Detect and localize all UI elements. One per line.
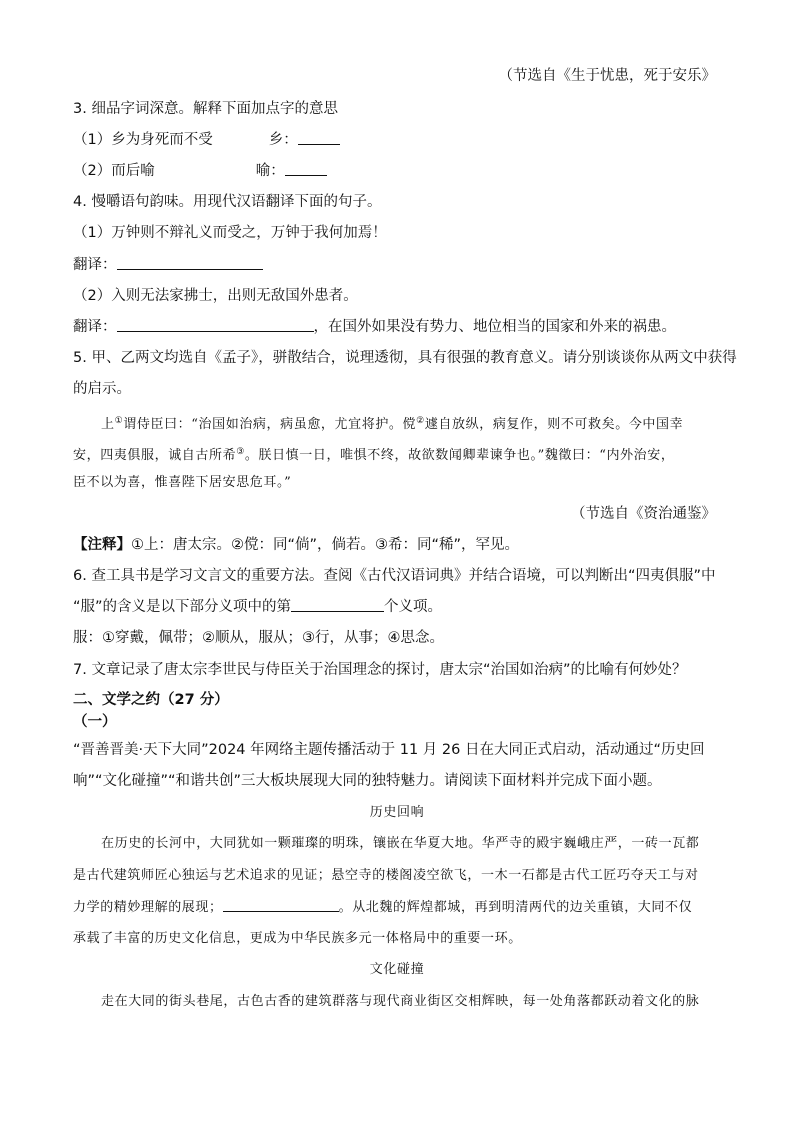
question-3-title: 3. 细品字词深意。解释下面加点字的意思 xyxy=(73,101,338,117)
material-p1-line-4: 承载了丰富的历史文化信息，更成为中华民族多元一体格局中的重要一环。 xyxy=(73,931,522,946)
q3-item2-text: （2）而后喻 xyxy=(73,163,155,179)
material-p1-line-2: 是古代建筑师匠心独运与艺术追求的见证；悬空寺的楼阁凌空欲飞，一木一石都是古代工匠巧夺天工与对 xyxy=(73,868,699,883)
translate-label: 翻译： xyxy=(73,319,117,335)
question-6-options: 服：①穿戴，佩带；②顺从，服从；③行，从事；④思念。 xyxy=(73,630,444,646)
q3-item1-label: 乡： xyxy=(268,132,298,148)
section-2-subtitle: （一） xyxy=(73,714,117,730)
answer-blank[interactable] xyxy=(298,130,340,145)
q3-item2-label: 喻： xyxy=(255,163,285,179)
material-p2-line-1: 走在大同的街头巷尾，古色古香的建筑群落与现代商业街区交相辉映，每一处角落都跃动着文化的脉 xyxy=(101,994,700,1009)
question-text: “服”的含义是以下部分义项中的第 xyxy=(73,599,292,615)
answer-blank[interactable] xyxy=(223,897,339,912)
question-4-title: 4. 慢嚼语句韵味。用现代汉语翻译下面的句子。 xyxy=(73,194,382,210)
answer-blank[interactable] xyxy=(117,255,263,270)
section-2-intro-1: “晋善晋美·天下大同”2024 年网络主题传播活动于 11 月 26 日在大同正式启动，活动通过“历史回 xyxy=(73,742,705,758)
translate-hint: ，在国外如果没有势力、地位相当的国家和外来的祸患。 xyxy=(313,319,676,335)
passage-line-1 xyxy=(101,411,683,435)
question-4-item-2: （2）入则无法家拂士，出则无敌国外患者。 xyxy=(73,288,358,304)
passage-line-3: 臣不以为喜，惟喜陛下居安思危耳。” xyxy=(73,475,292,490)
passage-notes xyxy=(73,535,519,555)
material-heading-culture: 文化碰撞 xyxy=(369,962,425,977)
question-3-item-1 xyxy=(73,130,340,150)
question-6-line-1: 6. 查工具书是学习文言文的重要方法。查阅《古代汉语词典》并结合语境，可以判断出“四夷俱服”中 xyxy=(73,568,716,584)
question-text: 个义项。 xyxy=(384,599,443,615)
passage-text: 遽自放纵，病复作，则不可救矣。今中国幸 xyxy=(424,417,684,432)
material-text: 力学的精妙理解的展现； xyxy=(73,900,223,915)
passage-text: 谓侍臣曰：“治国如治病，病虽愈，尤宜将护。傥 xyxy=(123,417,417,432)
footnote-marker: ① xyxy=(114,416,124,426)
footnote-marker: ③ xyxy=(236,447,245,457)
section-2-title: 二、文学之约（27 分） xyxy=(73,692,229,708)
question-4-translate-2 xyxy=(73,317,676,337)
section-2-intro-2: 响”“文化碰撞”“和谐共创”三大板块展现大同的独特魅力。请阅读下面材料并完成下面小题。 xyxy=(73,773,662,789)
question-5-line-1: 5. 甲、乙两文均选自《孟子》，骈散结合，说理透彻，具有很强的教育意义。请分别谈谈你从两文中获得 xyxy=(73,350,737,366)
passage-text: 安，四夷俱服，诚自古所希 xyxy=(73,448,237,463)
passage-line-2 xyxy=(73,442,674,466)
notes-label: 【注释】 xyxy=(73,537,131,553)
question-4-translate-1 xyxy=(73,255,263,275)
question-5-line-2: 的启示。 xyxy=(73,381,131,397)
material-p1-line-3 xyxy=(73,897,692,918)
answer-blank[interactable] xyxy=(285,161,327,176)
question-3-item-2 xyxy=(73,161,327,181)
question-7: 7. 文章记录了唐太宗李世民与侍臣关于治国理念的探讨，唐太宗“治国如治病”的比喻有何妙处？ xyxy=(73,662,687,678)
translate-label: 翻译： xyxy=(73,257,117,273)
material-p1-line-1: 在历史的长河中，大同犹如一颗璀璨的明珠，镶嵌在华夏大地。华严寺的殿宇巍峨庄严，一砖一瓦都 xyxy=(101,836,700,851)
source-citation-2: （节选自《资治通鉴》 xyxy=(571,506,716,522)
material-text: 。从北魏的辉煌都城，再到明清两代的边关重镇，大同不仅 xyxy=(338,900,693,915)
answer-blank[interactable] xyxy=(291,597,384,612)
footnote-marker: ② xyxy=(416,416,425,426)
notes-text: ①上：唐太宗。②傥：同“倘”，倘若。③希：同“稀”，罕见。 xyxy=(131,537,520,553)
source-citation-1: （节选自《生于忧患，死于安乐》 xyxy=(498,68,716,84)
question-6-line-2 xyxy=(73,597,442,617)
passage-text: 上 xyxy=(101,417,115,432)
passage-text: 。朕日慎一日，唯惧不终，故欲数闻卿辈谏争也。”魏徵曰：“内外治安， xyxy=(244,448,675,463)
q3-item1-text: （1）乡为身死而不受 xyxy=(73,132,213,148)
question-4-item-1: （1）万钟则不辩礼义而受之，万钟于我何加焉！ xyxy=(73,225,387,241)
material-heading-history: 历史回响 xyxy=(369,805,425,820)
answer-blank[interactable] xyxy=(117,317,314,332)
